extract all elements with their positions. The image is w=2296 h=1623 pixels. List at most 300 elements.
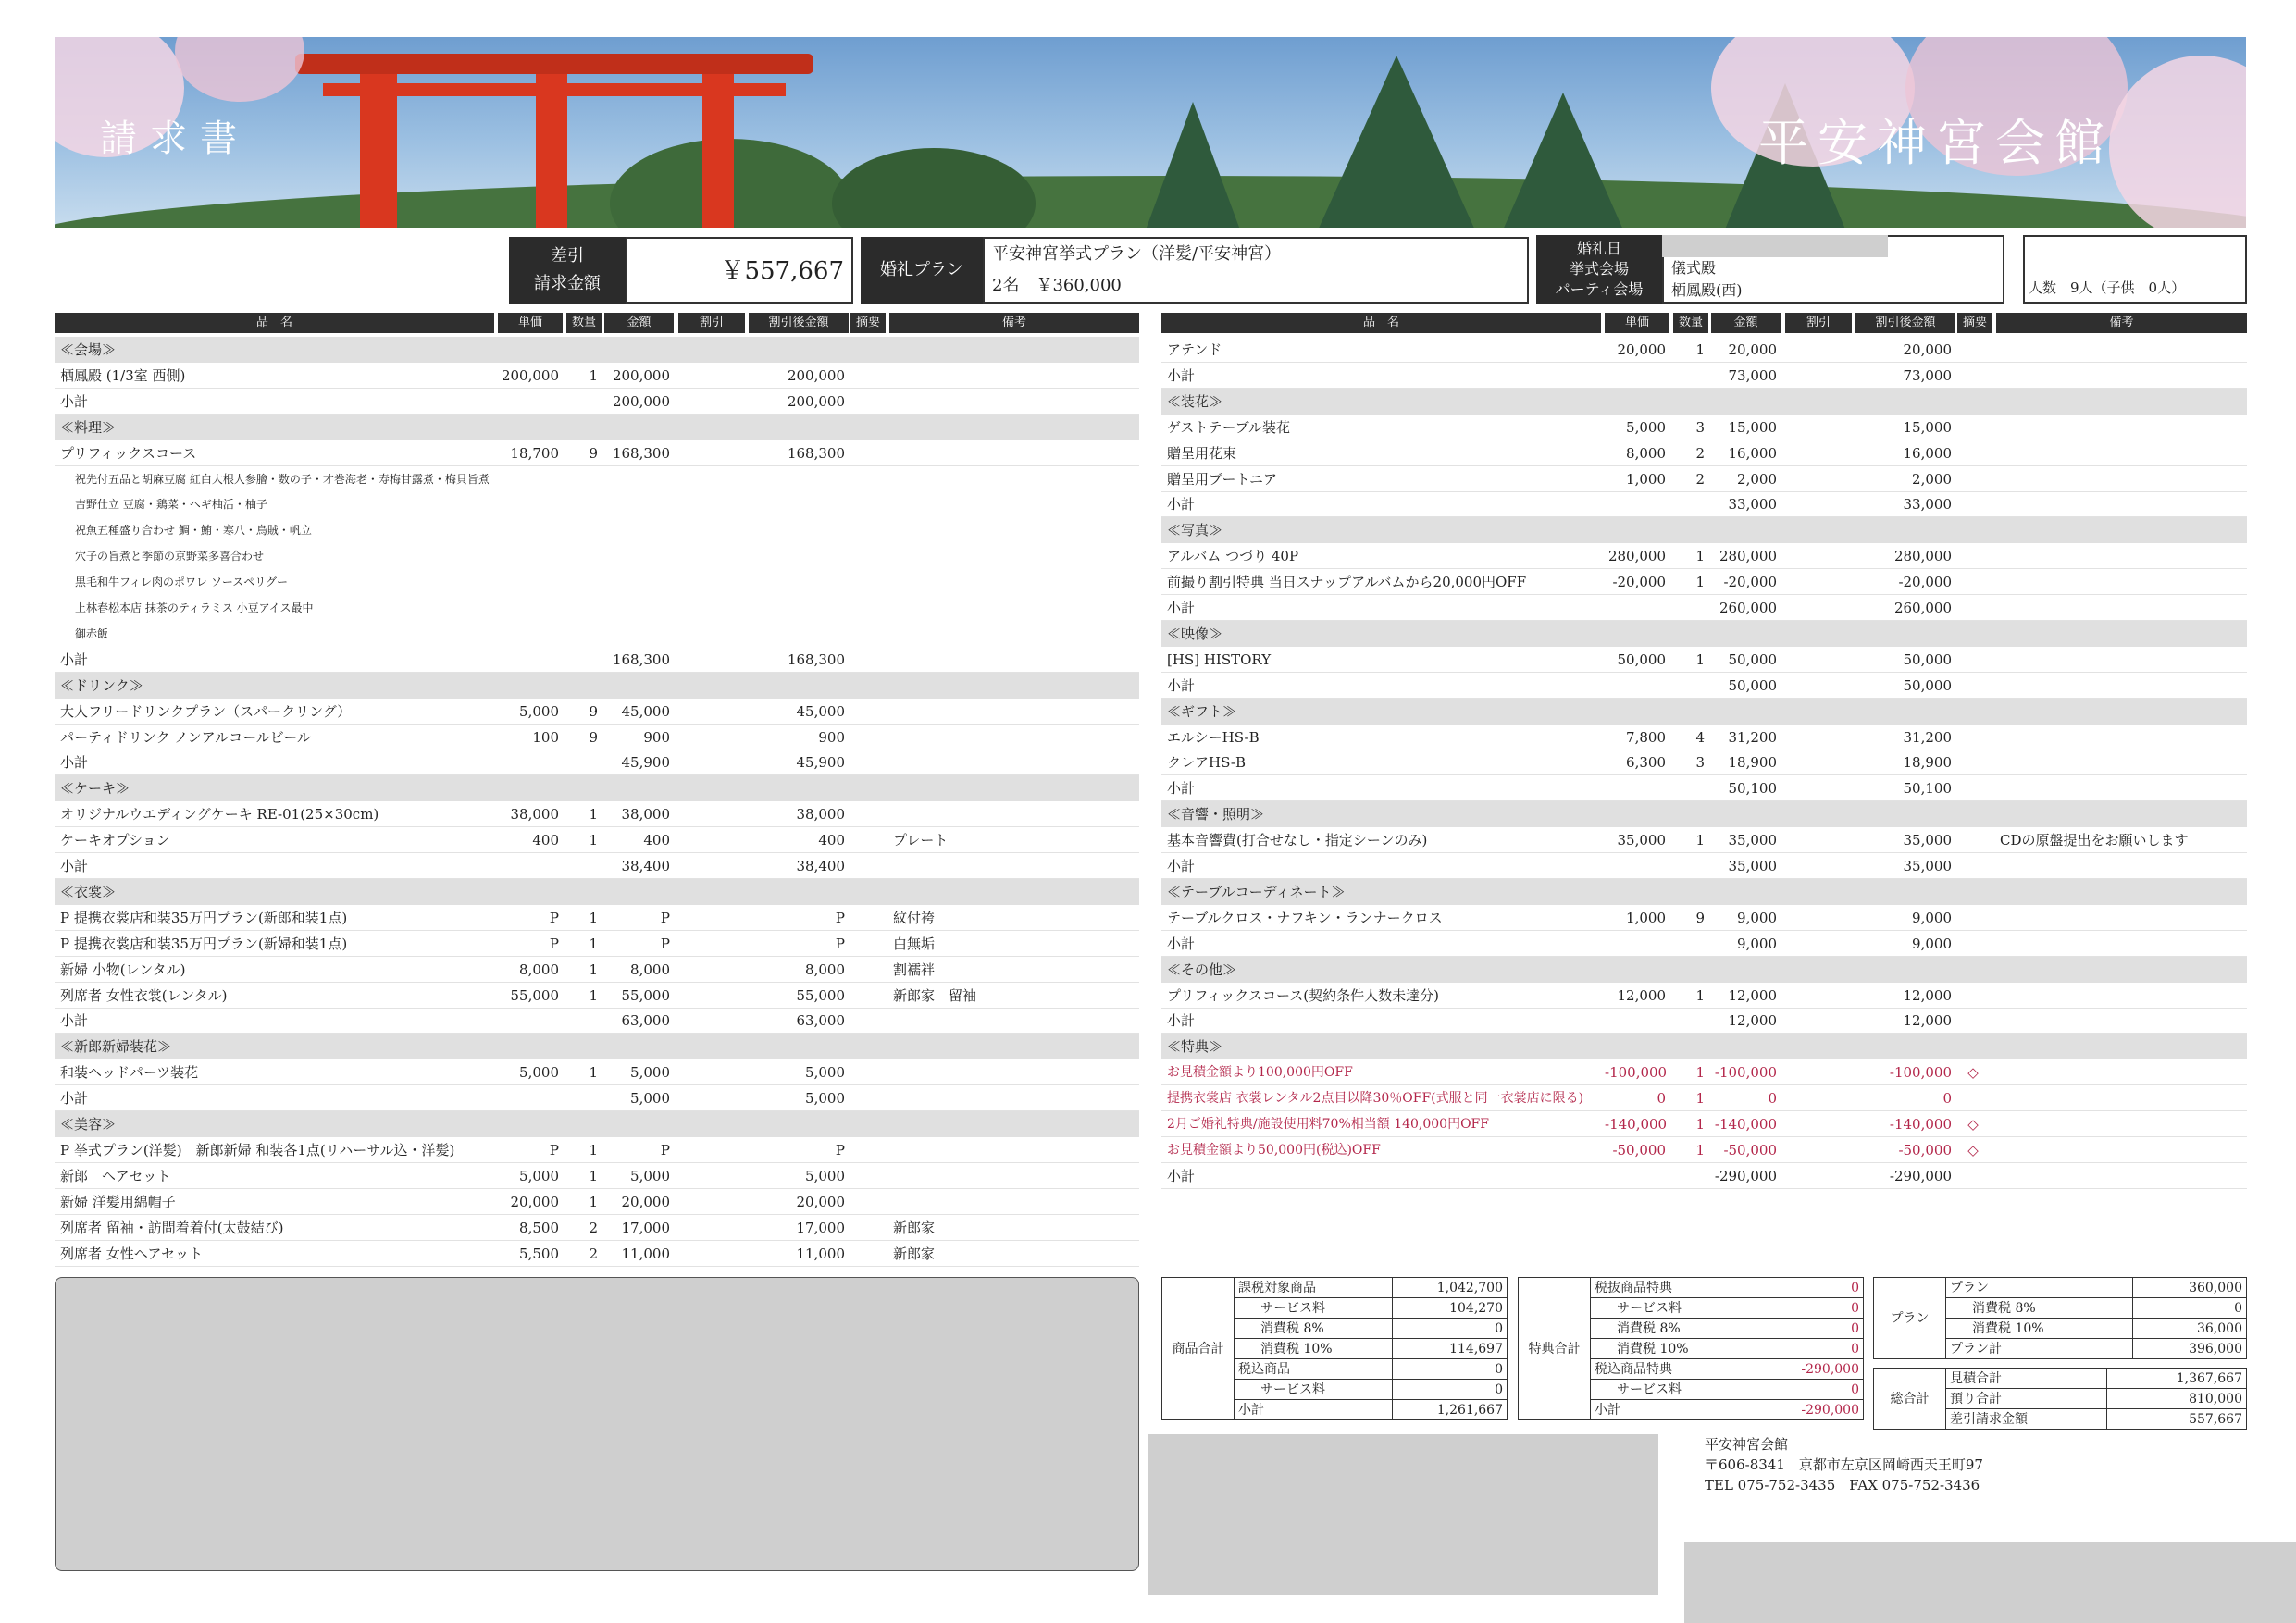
item-discounted-amount: 5,000 (805, 1167, 845, 1184)
item-amount: -100,000 (1714, 1064, 1777, 1082)
item-name: 列席者 女性衣裳(レンタル) (60, 986, 228, 1004)
line-item-row (1161, 466, 2247, 492)
notes-area (55, 1277, 1139, 1571)
item-name: ≪写真≫ (1167, 522, 1223, 539)
column-header: 数量 (1673, 313, 1708, 333)
summary-item-value: 36,000 (2133, 1319, 2247, 1339)
item-quantity: 2 (589, 1219, 598, 1236)
item-quantity: 1 (589, 832, 598, 849)
item-unit-price: 18,700 (510, 444, 559, 462)
redacted-area (1148, 1434, 1658, 1595)
venue-logo: 平安神宮会館 (1758, 116, 2114, 171)
line-item-row (1161, 827, 2247, 853)
item-amount: 20,000 (1728, 341, 1777, 358)
summary-item-label: サービス料 (1235, 1380, 1393, 1400)
summary-item-value: 0 (1392, 1359, 1507, 1380)
item-amount: 260,000 (1719, 600, 1777, 616)
category-row (1161, 1034, 2247, 1059)
item-amount: 9,000 (1737, 909, 1777, 926)
category-row (55, 337, 1139, 363)
item-name: ≪料理≫ (60, 418, 117, 436)
summary-item-value: 810,000 (2107, 1389, 2247, 1409)
line-item-row (1161, 750, 2247, 775)
item-discounted-amount: 73,000 (1903, 366, 1952, 384)
item-amount: P (660, 1141, 670, 1158)
summary-item-label: サービス料 (1235, 1298, 1393, 1319)
item-discounted-amount: 35,000 (1903, 832, 1952, 849)
item-name: P 提携衣裳店和装35万円プラン(新郎和装1点) (60, 909, 348, 926)
summary-item-value: 1,367,667 (2107, 1369, 2247, 1389)
category-row (55, 1034, 1139, 1059)
item-name: 小計 (60, 650, 89, 668)
item-name: 小計 (60, 1012, 89, 1030)
line-item-row (1161, 775, 2247, 801)
summary-item-label: 消費税 10% (1235, 1339, 1393, 1359)
item-discounted-amount: 45,900 (796, 754, 845, 772)
item-amount: 50,000 (1728, 650, 1777, 668)
item-unit-price: 1,000 (1626, 470, 1666, 488)
item-name: オリジナルウエディングケーキ RE-01(25×30cm) (60, 806, 379, 824)
item-unit-price: 20,000 (510, 1193, 559, 1210)
item-name: ケーキオプション (60, 832, 170, 849)
item-unit-price: 5,000 (519, 1167, 559, 1184)
item-name: 2月ご婚礼特典/施設使用料70%相当額 140,000円OFF (1167, 1117, 1489, 1132)
item-unit-price: 5,500 (519, 1245, 559, 1262)
item-amount: P (660, 935, 670, 952)
item-discounted-amount: 900 (818, 728, 845, 746)
item-unit-price: 1,000 (1626, 909, 1666, 926)
item-amount: 38,400 (621, 858, 670, 874)
item-quantity: 1 (1695, 548, 1705, 565)
item-quantity: 2 (1695, 470, 1705, 488)
item-name: 祝先付五品と胡麻豆腐 紅白大根人参膾・数の子・才巻海老・寿梅甘露煮・梅貝旨煮 (75, 472, 490, 486)
summary-item-value: 1,261,667 (1392, 1400, 1507, 1420)
item-name: 前撮り割引特典 当日スナップアルバムから20,000円OFF (1167, 574, 1527, 591)
item-amount: 5,000 (630, 1090, 670, 1108)
summary-label: 商品合計 (1162, 1278, 1235, 1420)
item-quantity: 3 (1695, 754, 1705, 772)
item-name: ≪美容≫ (60, 1116, 117, 1133)
item-unit-price: 50,000 (1617, 650, 1666, 668)
item-quantity: 1 (1695, 650, 1705, 668)
item-name: ≪新郎新婦装花≫ (60, 1038, 172, 1056)
item-name: ≪音響・照明≫ (1167, 806, 1265, 824)
item-amount: -140,000 (1714, 1116, 1777, 1133)
item-amount: 200,000 (612, 392, 670, 410)
line-item-row (1161, 491, 2247, 517)
item-name: クレアHS-B (1167, 754, 1246, 772)
item-discounted-amount: 5,000 (805, 1064, 845, 1082)
category-row (1161, 699, 2247, 725)
item-quantity: 1 (1695, 1141, 1705, 1158)
item-name: パーティドリンク ノンアルコールビール (60, 728, 311, 746)
item-quantity: 1 (589, 1064, 598, 1082)
company-address: 〒606-8341 京都市左京区岡崎西天王町97 (1705, 1456, 1983, 1473)
item-name: ≪ギフト≫ (1167, 702, 1237, 720)
item-name: 穴子の旨煮と季節の京野菜多喜合わせ (75, 550, 265, 564)
item-discounted-amount: 63,000 (796, 1012, 845, 1030)
item-unit-price: P (549, 935, 559, 952)
item-name: ≪装花≫ (1167, 392, 1223, 410)
item-remark: 新郎家 (893, 1245, 936, 1262)
item-remark: CDの原盤提出をお願いします (2000, 832, 2189, 849)
item-quantity: 1 (589, 935, 598, 952)
item-name: ≪映像≫ (1167, 625, 1223, 642)
item-name: ≪その他≫ (1167, 960, 1237, 978)
item-name: ≪衣裳≫ (60, 883, 117, 900)
item-amount: P (660, 909, 670, 926)
column-header: 割引 (1785, 313, 1852, 333)
summary-item-label: 預り合計 (1946, 1389, 2107, 1409)
item-remark: 紋付袴 (893, 909, 936, 926)
item-name: ≪会場≫ (60, 341, 117, 358)
summary-item-value: 396,000 (2133, 1339, 2247, 1359)
summary-item-label: 小計 (1235, 1400, 1393, 1420)
item-amount: 12,000 (1728, 986, 1777, 1004)
item-unit-price: 8,000 (1626, 444, 1666, 462)
line-item-row (55, 491, 1139, 517)
item-name: 和装ヘッドパーツ装花 (60, 1064, 199, 1082)
summary-item-value: -290,000 (1756, 1359, 1864, 1380)
line-item-row (55, 1059, 1139, 1085)
item-amount: -290,000 (1714, 1167, 1777, 1184)
item-unit-price: P (549, 909, 559, 926)
summary-item-value: -290,000 (1756, 1400, 1864, 1420)
item-name: 新婦 洋髪用綿帽子 (60, 1193, 176, 1210)
line-item-row (1161, 1163, 2247, 1189)
item-unit-price: P (549, 1141, 559, 1158)
item-quantity: 2 (589, 1245, 598, 1262)
plan-label: 婚礼プラン (861, 237, 983, 304)
line-item-row (1161, 363, 2247, 389)
item-name: 贈呈用ブートニア (1167, 470, 1277, 488)
item-name: 小計 (60, 754, 89, 772)
line-item-row (55, 750, 1139, 775)
item-quantity: 9 (1695, 909, 1705, 926)
item-name: 新郎 ヘアセット (60, 1167, 171, 1184)
amount-label-line1: 差引 (551, 246, 584, 266)
item-amount: 11,000 (621, 1245, 670, 1262)
summary-item-value: 114,697 (1392, 1339, 1507, 1359)
venue-values (1671, 257, 1743, 302)
item-remark: 新郎家 (893, 1219, 936, 1236)
item-quantity: 9 (589, 728, 598, 746)
item-discounted-amount: 18,900 (1903, 754, 1952, 772)
column-header: 備考 (1996, 313, 2247, 333)
item-amount: 73,000 (1728, 366, 1777, 384)
item-discounted-amount: -140,000 (1889, 1116, 1952, 1133)
summary-item-label: サービス料 (1591, 1298, 1756, 1319)
item-name: 黒毛和牛フィレ肉のポワレ ソースペリグー (75, 576, 289, 589)
item-amount: 400 (643, 832, 670, 849)
plan-info (992, 239, 1281, 302)
summary-item-value: 360,000 (2133, 1278, 2247, 1298)
summary-item-value: 0 (1392, 1380, 1507, 1400)
summary-item-label: 課税対象商品 (1235, 1278, 1393, 1298)
line-item-row (55, 569, 1139, 595)
ceremony-venue-label: 挙式会場 (1569, 260, 1629, 278)
item-discounted-amount: 50,000 (1903, 650, 1952, 668)
item-amount: 55,000 (621, 986, 670, 1004)
line-item-row (1161, 440, 2247, 466)
item-discounted-amount: 33,000 (1903, 496, 1952, 514)
summary-label: 特典合計 (1519, 1278, 1591, 1420)
category-row (55, 1111, 1139, 1137)
amount-label-line2: 請求金額 (534, 274, 601, 293)
line-item-row (55, 725, 1139, 750)
item-quantity: 9 (589, 444, 598, 462)
item-name: ≪ドリンク≫ (60, 676, 143, 694)
item-quantity: 9 (589, 702, 598, 720)
item-name: 基本音響費(打合せなし・指定シーンのみ) (1167, 832, 1428, 849)
wedding-date-label: 婚礼日 (1576, 240, 1621, 257)
party-venue: 栖鳳殿(西) (1671, 281, 1743, 299)
line-item-row (1161, 1111, 2247, 1137)
summary-item-label: 消費税 8% (1591, 1319, 1756, 1339)
item-name: 列席者 女性ヘアセット (60, 1245, 204, 1262)
company-phone: TEL 075-752-3435 FAX 075-752-3436 (1705, 1477, 1980, 1493)
line-item-row (55, 595, 1139, 621)
category-row (1161, 879, 2247, 905)
line-item-row (55, 853, 1139, 879)
line-item-row (55, 801, 1139, 827)
summary-item-label: 差引請求金額 (1946, 1409, 2107, 1430)
item-discounted-amount: P (835, 909, 845, 926)
item-name: [HS] HISTORY (1167, 650, 1272, 668)
item-discounted-amount: 168,300 (787, 650, 845, 668)
item-amount: 17,000 (621, 1219, 670, 1236)
item-amount: 168,300 (612, 444, 670, 462)
line-item-row (55, 905, 1139, 931)
item-quantity: 2 (1695, 444, 1705, 462)
item-quantity: 1 (589, 1141, 598, 1158)
item-name: ≪テーブルコーディネート≫ (1167, 883, 1346, 900)
item-remark: 白無垢 (893, 935, 936, 952)
item-unit-price: -20,000 (1612, 574, 1666, 591)
item-discounted-amount: -100,000 (1889, 1064, 1952, 1082)
summary-item-value: 1,042,700 (1392, 1278, 1507, 1298)
item-name: 上林春松本店 抹茶のティラミス 小豆アイス最中 (75, 601, 314, 614)
summary-item-value: 0 (1756, 1298, 1864, 1319)
item-discounted-amount: 15,000 (1903, 418, 1952, 436)
item-unit-price: -100,000 (1605, 1064, 1668, 1082)
invoice-amount: ￥557,667 (720, 257, 844, 285)
item-name: お見積金額より50,000円(税込)OFF (1167, 1142, 1381, 1158)
item-amount: -50,000 (1723, 1141, 1777, 1158)
item-discounted-amount: 12,000 (1903, 1012, 1952, 1030)
summary-item-value: 557,667 (2107, 1409, 2247, 1430)
item-amount: 50,100 (1728, 780, 1777, 798)
plan-summary-table (1873, 1277, 2247, 1359)
plan-name: 平安神宮挙式プラン（洋髪/平安神宮） (992, 244, 1282, 264)
item-remark: 割襦袢 (893, 960, 936, 978)
line-item-row (55, 1163, 1139, 1189)
column-header: 摘要 (1957, 313, 1992, 333)
column-header: 単価 (498, 313, 563, 333)
item-quantity: 1 (589, 1167, 598, 1184)
item-amount: 5,000 (630, 1064, 670, 1082)
item-discounted-amount: -290,000 (1889, 1167, 1952, 1184)
item-name: 吉野仕立 豆腐・鶏菜・ヘギ柚活・柚子 (75, 498, 267, 512)
item-unit-price: 8,000 (519, 960, 559, 978)
item-name: P 提携衣裳店和装35万円プラン(新婦和装1点) (60, 935, 348, 952)
item-discounted-amount: 50,000 (1903, 676, 1952, 694)
summary-item-label: 消費税 8% (1946, 1298, 2133, 1319)
grand-total-table (1873, 1368, 2247, 1430)
category-row (55, 879, 1139, 905)
item-name: 提携衣裳店 衣裳レンタル2点目以降30％OFF(式服と同一衣裳店に限る) (1167, 1091, 1584, 1107)
item-name: ≪ケーキ≫ (60, 780, 130, 798)
line-item-row (1161, 931, 2247, 957)
bonus-summary-table (1518, 1277, 1864, 1420)
item-discounted-amount: 9,000 (1912, 909, 1952, 926)
line-item-row (55, 1008, 1139, 1034)
document-title: 請求書 (100, 118, 250, 160)
summary-label: 総合計 (1874, 1369, 1946, 1430)
item-unit-price: 7,800 (1626, 728, 1666, 746)
summary-item-value: 0 (1756, 1278, 1864, 1298)
item-unit-price: 35,000 (1617, 832, 1666, 849)
item-unit-price: 38,000 (510, 806, 559, 824)
item-name: 祝魚五種盛り合わせ 鯛・鮪・寒八・烏賊・帆立 (75, 524, 312, 538)
item-amount: 900 (643, 728, 670, 746)
item-note-mark: ◇ (1967, 1116, 1979, 1133)
item-discounted-amount: 31,200 (1903, 728, 1952, 746)
item-discounted-amount: 0 (1942, 1090, 1952, 1108)
line-item-row (1161, 1059, 2247, 1085)
item-remark: プレート (893, 832, 949, 849)
item-unit-price: 280,000 (1607, 548, 1666, 565)
line-item-row (55, 621, 1139, 647)
item-discounted-amount: 20,000 (796, 1193, 845, 1210)
item-unit-price: 0 (1657, 1090, 1666, 1108)
line-item-row (55, 957, 1139, 983)
item-quantity: 1 (589, 1193, 598, 1210)
item-unit-price: 5,000 (519, 1064, 559, 1082)
summary-item-label: 税込商品 (1235, 1359, 1393, 1380)
item-quantity: 1 (1695, 832, 1705, 849)
item-name: ゲストテーブル装花 (1167, 418, 1291, 436)
item-quantity: 1 (1695, 986, 1705, 1004)
item-unit-price: -140,000 (1605, 1116, 1668, 1133)
line-item-row (55, 1137, 1139, 1163)
item-quantity: 1 (1695, 1090, 1705, 1108)
item-name: エルシーHS-B (1167, 728, 1260, 746)
item-unit-price: 55,000 (510, 986, 559, 1004)
item-amount: 18,900 (1728, 754, 1777, 772)
summary-item-label: 消費税 10% (1591, 1339, 1756, 1359)
item-discounted-amount: 168,300 (787, 444, 845, 462)
column-header: 品 名 (1161, 313, 1601, 333)
redacted-stamp-area (1684, 1542, 2296, 1623)
column-header: 品 名 (55, 313, 494, 333)
item-amount: 20,000 (621, 1193, 670, 1210)
item-amount: 280,000 (1719, 548, 1777, 565)
item-discounted-amount: 200,000 (787, 366, 845, 384)
line-item-row (55, 517, 1139, 543)
line-item-row (1161, 647, 2247, 673)
item-name: 小計 (60, 1090, 89, 1108)
column-header: 単価 (1605, 313, 1669, 333)
item-quantity: 1 (1695, 1116, 1705, 1133)
item-name: 列席者 留袖・訪問着着付(太鼓結び) (60, 1219, 284, 1236)
category-row (1161, 957, 2247, 983)
column-header: 割引後金額 (749, 313, 849, 333)
item-quantity: 1 (1695, 574, 1705, 591)
summary-item-value: 0 (1756, 1380, 1864, 1400)
venue-labels (1536, 235, 1662, 304)
item-name: P 挙式プラン(洋髪) 新郎新婦 和装各1点(リハーサル込・洋髪) (60, 1141, 455, 1158)
item-name: 小計 (1167, 935, 1196, 952)
line-item-row (55, 466, 1139, 492)
item-amount: 45,000 (621, 702, 670, 720)
line-item-row (1161, 1085, 2247, 1111)
item-name: 小計 (1167, 366, 1196, 384)
summary-item-label: 小計 (1591, 1400, 1756, 1420)
item-discounted-amount: 50,100 (1903, 780, 1952, 798)
column-header: 金額 (1711, 313, 1781, 333)
item-unit-price: 20,000 (1617, 341, 1666, 358)
item-name: 御赤飯 (75, 626, 109, 640)
summary-item-label: 消費税 8% (1235, 1319, 1393, 1339)
item-amount: 9,000 (1737, 935, 1777, 952)
line-item-row (1161, 337, 2247, 363)
item-name: お見積金額より100,000円OFF (1167, 1065, 1353, 1081)
column-header: 割引 (678, 313, 745, 333)
line-item-row (1161, 725, 2247, 750)
summary-item-label: プラン計 (1946, 1339, 2133, 1359)
item-discounted-amount: P (835, 935, 845, 952)
item-amount: 33,000 (1728, 496, 1777, 514)
item-name: 大人フリードリンクプラン（スパークリング） (60, 702, 352, 720)
item-discounted-amount: 16,000 (1903, 444, 1952, 462)
line-item-row (1161, 673, 2247, 699)
item-discounted-amount: 35,000 (1903, 858, 1952, 874)
ceremony-venue: 儀式殿 (1671, 259, 1717, 277)
item-unit-price: 400 (532, 832, 559, 849)
line-item-row (55, 1215, 1139, 1241)
item-unit-price: 6,300 (1626, 754, 1666, 772)
item-discounted-amount: 8,000 (805, 960, 845, 978)
item-discounted-amount: 45,000 (796, 702, 845, 720)
line-item-row (55, 827, 1139, 853)
item-name: 小計 (1167, 780, 1196, 798)
line-item-row (1161, 415, 2247, 440)
summary-item-value: 0 (2133, 1298, 2247, 1319)
summary-item-label: 消費税 10% (1946, 1319, 2133, 1339)
item-discounted-amount: 55,000 (796, 986, 845, 1004)
item-discounted-amount: -50,000 (1898, 1141, 1952, 1158)
line-item-row (55, 1085, 1139, 1111)
item-unit-price: -50,000 (1612, 1141, 1666, 1158)
column-header: 数量 (566, 313, 602, 333)
item-name: 小計 (1167, 600, 1196, 616)
summary-label: プラン (1874, 1278, 1946, 1359)
item-unit-price: 5,000 (519, 702, 559, 720)
line-item-row (1161, 569, 2247, 595)
item-discounted-amount: 2,000 (1912, 470, 1952, 488)
item-amount: 31,200 (1728, 728, 1777, 746)
item-quantity: 1 (589, 366, 598, 384)
item-name: 小計 (1167, 676, 1196, 694)
item-quantity: 1 (589, 986, 598, 1004)
category-row (1161, 389, 2247, 415)
line-item-row (55, 699, 1139, 725)
item-amount: 0 (1768, 1090, 1777, 1108)
guest-count: 人数 9人（子供 0人） (2029, 279, 2186, 296)
item-amount: 16,000 (1728, 444, 1777, 462)
item-name: アルバム つづり 40P (1167, 548, 1299, 565)
